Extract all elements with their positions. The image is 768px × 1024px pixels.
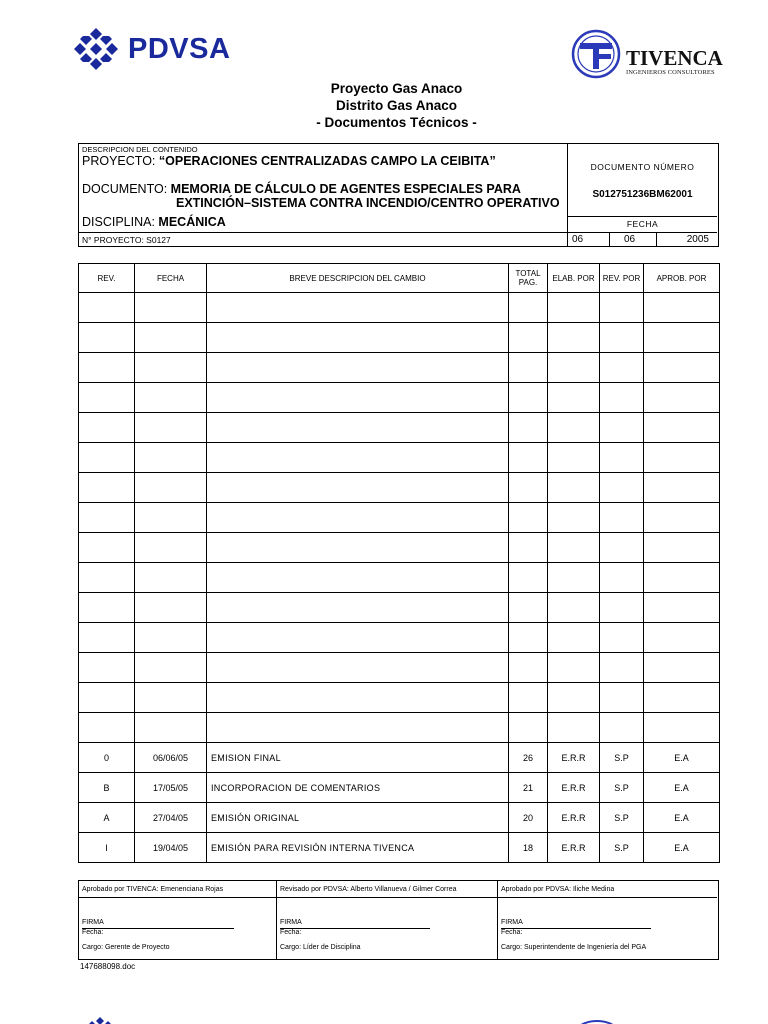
table-cell [509,323,548,353]
table-row [79,683,720,713]
table-cell [548,323,600,353]
table-cell [644,683,720,713]
table-cell [135,683,207,713]
reviewer-cell: S.P [600,743,644,773]
table-cell [207,443,509,473]
table-cell [79,623,135,653]
table-cell [509,593,548,623]
table-row [79,533,720,563]
table-cell [79,383,135,413]
description-cell: EMISIÓN PARA REVISIÓN INTERNA TIVENCA [207,833,509,863]
discipline-value: MECÁNICA [158,215,226,229]
table-cell [509,533,548,563]
date-month: 06 [610,233,657,247]
table-cell [548,563,600,593]
signature-line [82,928,234,929]
approver-cell: E.A [644,833,720,863]
table-cell [135,413,207,443]
table-cell [548,653,600,683]
table-cell [135,653,207,683]
table-cell [79,293,135,323]
table-cell [600,713,644,743]
table-cell [207,713,509,743]
table-row [79,743,720,773]
discipline-label: DISCIPLINA: [82,215,155,229]
table-cell [509,443,548,473]
revision-rows [79,293,720,863]
table-cell [135,623,207,653]
approver-cell: E.A [644,743,720,773]
approval-head: Revisado por PDVSA: Alberto Villanueva / Gilmer Correa [277,881,497,898]
approval-pdvsa-review [277,881,498,959]
table-cell [135,383,207,413]
table-cell [600,323,644,353]
table-cell [600,353,644,383]
table-cell [644,413,720,443]
table-cell [600,563,644,593]
pdvsa-logo [70,26,260,72]
table-cell [644,593,720,623]
approval-tivenca [79,881,277,959]
table-cell [600,443,644,473]
table-cell [207,383,509,413]
project-number: N° PROYECTO: S0127 [79,232,567,247]
approver-cell: E.A [644,773,720,803]
discipline-line [82,215,226,229]
table-cell [644,323,720,353]
table-cell [644,623,720,653]
doc-number-label: DOCUMENTO NÚMERO [590,162,695,172]
position-label: Cargo: Gerente de Proyecto [82,944,170,951]
table-cell [135,533,207,563]
col-header-rev: REV. [79,264,135,293]
pages-cell: 18 [509,833,548,863]
approval-pdvsa [498,881,717,959]
table-cell [79,653,135,683]
table-cell [509,383,548,413]
table-row [79,773,720,803]
table-cell [207,683,509,713]
table-cell [600,623,644,653]
table-cell [644,503,720,533]
approval-head: Aprobado por TIVENCA: Emenenciana Rojas [79,881,276,898]
pages-cell: 20 [509,803,548,833]
table-row [79,713,720,743]
table-cell [509,713,548,743]
date-label: Fecha: [280,929,302,936]
table-cell [135,593,207,623]
pages-cell: 26 [509,743,548,773]
tivenca-logo [570,28,730,82]
table-cell [600,383,644,413]
approval-head: Aprobado por PDVSA: Iliche Medina [498,881,717,898]
table-cell [600,533,644,563]
table-row [79,353,720,383]
table-cell [79,503,135,533]
elab-cell: E.R.R [548,833,600,863]
table-cell [644,653,720,683]
table-row [79,803,720,833]
tivenca-emblem-icon [570,28,622,80]
signature-line [280,928,430,929]
table-cell [548,533,600,563]
table-cell [509,653,548,683]
table-cell [207,413,509,443]
table-cell [207,563,509,593]
document-line [82,182,521,196]
table-cell [644,473,720,503]
date-cell: 19/04/05 [135,833,207,863]
table-cell [644,293,720,323]
table-cell [135,353,207,383]
reviewer-cell: S.P [600,773,644,803]
pdvsa-emblem-icon [70,26,122,72]
header-titles [0,80,768,131]
table-row [79,833,720,863]
table-cell [135,443,207,473]
table-cell [548,293,600,323]
col-header-elab: ELAB. POR [548,264,600,293]
content-description [79,144,568,246]
table-cell [548,473,600,503]
table-cell [509,623,548,653]
rev-cell: B [79,773,135,803]
document-label: DOCUMENTO: [82,182,168,196]
table-cell [548,443,600,473]
next-page-logos [0,1015,768,1024]
table-cell [644,353,720,383]
col-header-pages: TOTAL PAG. [509,264,548,293]
table-row [79,563,720,593]
table-cell [548,413,600,443]
table-cell [600,473,644,503]
project-value: “OPERACIONES CENTRALIZADAS CAMPO LA CEIBITA” [158,154,496,168]
document-value-2: EXTINCIÓN–SISTEMA CONTRA INCENDIO/CENTRO OPERATIVO [176,196,560,210]
table-cell [79,323,135,353]
table-cell [207,293,509,323]
table-cell [207,473,509,503]
table-cell [135,323,207,353]
table-cell [509,503,548,533]
description-cell: INCORPORACION DE COMENTARIOS [207,773,509,803]
description-cell: EMISIÓN ORIGINAL [207,803,509,833]
signature-line [501,928,651,929]
table-cell [600,413,644,443]
table-cell [79,593,135,623]
header-line-3: - Documentos Técnicos - [316,115,477,130]
table-row [79,443,720,473]
table-cell [644,533,720,563]
col-header-aprob: APROB. POR [644,264,720,293]
date-label: Fecha: [501,929,523,936]
table-cell [79,353,135,383]
elab-cell: E.R.R [548,803,600,833]
project-line [82,154,496,168]
signature-label: FIRMA [501,919,523,926]
table-row [79,593,720,623]
pdvsa-wordmark: PDVSA [128,32,231,65]
document-info-box [78,143,719,247]
table-cell [79,563,135,593]
table-cell [79,683,135,713]
table-cell [644,383,720,413]
date-cell: 27/04/05 [135,803,207,833]
table-cell [207,323,509,353]
table-cell [207,503,509,533]
table-row [79,503,720,533]
revision-table [78,263,720,863]
table-cell [548,623,600,653]
date-cells [568,232,717,247]
table-cell [509,563,548,593]
table-cell [548,713,600,743]
col-header-desc: BREVE DESCRIPCION DEL CAMBIO [207,264,509,293]
table-row [79,383,720,413]
table-row [79,623,720,653]
table-cell [207,623,509,653]
approvals-box [78,880,719,960]
file-name: 147688098.doc [80,962,136,971]
date-year: 2005 [686,234,709,245]
signature-label: FIRMA [82,919,104,926]
table-cell [207,593,509,623]
rev-cell: I [79,833,135,863]
table-cell [548,593,600,623]
description-cell: EMISION FINAL [207,743,509,773]
table-cell [135,713,207,743]
table-cell [548,683,600,713]
table-cell [79,473,135,503]
rev-cell: 0 [79,743,135,773]
document-number-panel [568,144,717,246]
table-row [79,323,720,353]
table-cell [79,713,135,743]
col-header-rev-por: REV. POR [600,264,644,293]
table-cell [548,503,600,533]
table-header-row [79,264,720,293]
table-cell [644,713,720,743]
table-cell [79,413,135,443]
table-cell [509,683,548,713]
table-cell [207,533,509,563]
next-page-logos-icon [0,1015,768,1024]
pages-cell: 21 [509,773,548,803]
header-line-2: Distrito Gas Anaco [335,98,458,113]
table-cell [135,473,207,503]
table-row [79,653,720,683]
table-cell [548,383,600,413]
header-line-1: Proyecto Gas Anaco [330,81,463,96]
document-value-1: MEMORIA DE CÁLCULO DE AGENTES ESPECIALES PARA [170,182,521,196]
doc-number-value: S012751236BM62001 [592,189,693,200]
project-label: PROYECTO: [82,154,156,168]
date-label: Fecha: [82,929,104,936]
reviewer-cell: S.P [600,833,644,863]
table-cell [509,413,548,443]
table-cell [509,293,548,323]
table-row [79,413,720,443]
table-cell [207,653,509,683]
reviewer-cell: S.P [600,803,644,833]
table-cell [135,293,207,323]
elab-cell: E.R.R [548,743,600,773]
table-cell [644,443,720,473]
table-cell [600,683,644,713]
rev-cell: A [79,803,135,833]
table-cell [644,563,720,593]
approver-cell: E.A [644,803,720,833]
position-label: Cargo: Líder de Disciplina [280,944,361,951]
table-cell [600,293,644,323]
table-row [79,473,720,503]
table-cell [79,533,135,563]
date-cell: 17/05/05 [135,773,207,803]
table-cell [135,563,207,593]
table-cell [600,653,644,683]
table-row [79,293,720,323]
table-cell [509,473,548,503]
tivenca-subtitle: INGENIEROS CONSULTORES [626,69,715,76]
table-cell [509,353,548,383]
desc-label: DESCRIPCION DEL CONTENIDO [82,145,198,154]
table-cell [548,353,600,383]
tivenca-wordmark: TIVENCA [626,46,723,70]
date-label: FECHA [568,216,717,232]
table-cell [600,503,644,533]
signature-label: FIRMA [280,919,302,926]
date-day: 06 [568,233,610,247]
table-cell [207,353,509,383]
elab-cell: E.R.R [548,773,600,803]
col-header-fecha: FECHA [135,264,207,293]
position-label: Cargo: Superintendente de Ingeniería del PGA [501,944,647,951]
table-cell [135,503,207,533]
date-cell: 06/06/05 [135,743,207,773]
table-cell [600,593,644,623]
table-cell [79,443,135,473]
